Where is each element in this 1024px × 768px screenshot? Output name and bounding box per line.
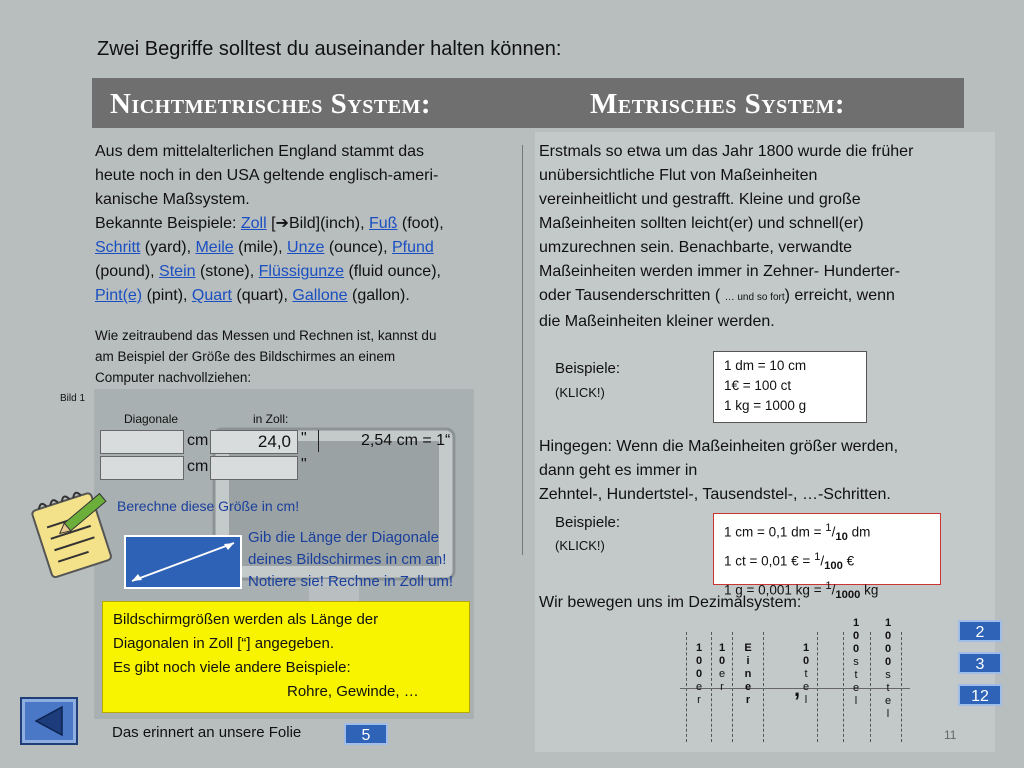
fraction-line: 1 g = 0,001 kg = $^1/_{1000}$ kg: [724, 580, 879, 602]
conversion-note: 2,54 cm = 1“: [361, 432, 451, 449]
link-gallone[interactable]: Gallone: [292, 287, 348, 304]
back-button[interactable]: [20, 697, 78, 745]
text-line: deines Bildschirmes in cm an!: [248, 551, 447, 568]
text-line: Hingegen: Wenn die Maßeinheiten größer werden,: [539, 438, 899, 455]
scale-column-einer: E i n e r: [744, 642, 752, 706]
link-schritt[interactable]: Schritt: [95, 239, 141, 256]
link-pfund[interactable]: Pfund: [391, 239, 434, 256]
link-pint[interactable]: Pint(e): [95, 287, 143, 304]
calculate-instruction: Berechne diese Größe in cm!: [117, 498, 300, 514]
intro-heading: Zwei Begriffe solltest du auseinander halten können:: [97, 38, 562, 60]
text-line: Aus dem mittelalterlichen England stammt das: [95, 143, 425, 160]
text-line: Gib die Länge der Diagonale: [248, 529, 439, 546]
zoll-label: in Zoll:: [253, 412, 289, 426]
place-value-scale: [680, 612, 910, 752]
unit-cm: cm: [187, 432, 209, 449]
diagonal-cm-input[interactable]: [100, 430, 184, 454]
scale-column-hundertstel: 1 0 0 s t e l: [852, 617, 860, 707]
screen-cm-input[interactable]: [100, 456, 184, 480]
text-line: dann geht es immer in: [539, 462, 698, 479]
title-banner: [92, 78, 964, 128]
fraction-line: 1 ct = 0,01 € = $^1/_{100}$ €: [724, 551, 855, 573]
title-nonmetric: Nichtmetrisches System:: [110, 88, 432, 120]
link-zoll[interactable]: Zoll: [240, 215, 267, 232]
triangle-left-icon: [22, 699, 76, 743]
text-line: 1€ = 100 ct: [724, 378, 792, 393]
page-number: 11: [944, 728, 957, 742]
link-fluessigunze[interactable]: Flüssigunze: [258, 263, 345, 280]
examples-line: Bekannte Beispiele: Zoll [➔Bild](inch), Fuß (foot),: [95, 215, 444, 232]
text-line: Erstmals so etwa um das Jahr 1800 wurde die früher: [539, 143, 914, 160]
nonmetric-paragraph: [95, 140, 515, 308]
text-line: Es gibt noch viele andere Beispiele:: [113, 659, 351, 676]
quote-symbol: ": [301, 430, 307, 447]
go-to-slide-5-button[interactable]: 5: [344, 723, 388, 745]
click-hint[interactable]: (KLICK!): [555, 385, 605, 400]
diagonale-label: Diagonale: [124, 412, 179, 426]
examples-box-larger: [713, 513, 941, 602]
folie-reference: Das erinnert an unsere Folie: [112, 724, 302, 741]
text-line: unübersichtliche Flut von Maßeinheiten: [539, 167, 818, 184]
bild-label: Bild 1: [60, 393, 86, 404]
text-line: oder Tausenderschritten ( … und so fort) erreicht, wenn: [539, 287, 895, 304]
go-to-slide-12-button[interactable]: 12: [958, 684, 1002, 706]
examples-label: Beispiele:: [555, 514, 621, 531]
text-line: Notiere sie! Rechne in Zoll um!: [248, 573, 454, 590]
examples-line: Schritt (yard), Meile (mile), Unze (ounce), Pfund: [95, 239, 434, 256]
text-line: umzurechnen sein. Benachbarte, verwandte: [539, 239, 853, 256]
scale-column-hunderter: 1 0 0 e r: [695, 642, 703, 706]
diagonal-diagram-icon: [124, 535, 242, 594]
text-line: Maßeinheiten werden immer in Zehner- Hunderter-: [539, 263, 901, 280]
text-line: vereinheitlicht und gestrafft. Kleine und große: [539, 191, 861, 208]
text-line: Diagonalen in Zoll [“] angegeben.: [113, 635, 334, 652]
unit-cm: cm: [187, 458, 209, 475]
divider: [318, 430, 319, 452]
scale-column-zehntel: 1 0 t e l: [802, 642, 810, 706]
title-metric: Metrisches System:: [590, 88, 846, 120]
text-line: die Maßeinheiten kleiner werden.: [539, 313, 775, 330]
notepad-pencil-icon: [26, 478, 118, 583]
text-line: Computer nachvollziehen:: [95, 370, 252, 385]
examples-line: (pound), Stein (stone), Flüssigunze (fluid ounce),: [95, 263, 441, 280]
click-hint[interactable]: (KLICK!): [555, 538, 605, 553]
examples-box-smaller: [713, 351, 867, 423]
text-line: Rohre, Gewinde, …: [287, 683, 419, 700]
diagonal-zoll-input[interactable]: 24,0: [210, 430, 298, 454]
text-line: Wie zeitraubend das Messen und Rechnen ist, kannst du: [95, 328, 437, 343]
decimal-comma: ,: [794, 676, 801, 701]
go-to-slide-2-button[interactable]: 2: [958, 620, 1002, 642]
fraction-line: 1 cm = 0,1 dm = $^1/_{10}$ dm: [724, 522, 871, 544]
metric-paragraph: [539, 140, 979, 334]
link-fuss[interactable]: Fuß: [368, 215, 398, 232]
scale-column-zehner: 1 0 e r: [718, 642, 726, 693]
text-line: 1 dm = 10 cm: [724, 358, 807, 373]
text-line: Zehntel-, Hundertstel-, Tausendstel-, …-Schritten.: [539, 486, 891, 503]
link-unze[interactable]: Unze: [287, 239, 325, 256]
examples-label: Beispiele:: [555, 360, 621, 377]
column-divider: [522, 145, 523, 555]
link-meile[interactable]: Meile: [195, 239, 234, 256]
decimal-heading: Wir bewegen uns im Dezimalsystem:: [539, 594, 802, 611]
screen-example-paragraph: [95, 325, 515, 388]
quote-symbol: ": [301, 456, 307, 473]
text-line: am Beispiel der Größe des Bildschirmes an einem: [95, 349, 396, 364]
task-instruction: [248, 527, 453, 593]
larger-units-paragraph: [539, 435, 979, 507]
screen-zoll-input[interactable]: [210, 456, 298, 480]
text-line: Maßeinheiten sollten leicht(er) und schnell(er): [539, 215, 864, 232]
text-line: kanische Maßsystem.: [95, 191, 250, 208]
link-stein[interactable]: Stein: [159, 263, 196, 280]
text-line: 1 kg = 1000 g: [724, 398, 807, 413]
text-line: Bildschirmgrößen werden als Länge der: [113, 611, 379, 628]
link-quart[interactable]: Quart: [191, 287, 232, 304]
scale-column-tausendstel: 1 0 0 0 s t e l: [884, 617, 892, 720]
yellow-note-box: [102, 601, 470, 713]
text-line: heute noch in den USA geltende englisch-ameri-: [95, 167, 439, 184]
examples-line: Pint(e) (pint), Quart (quart), Gallone (gallon).: [95, 287, 410, 304]
go-to-slide-3-button[interactable]: 3: [958, 652, 1002, 674]
